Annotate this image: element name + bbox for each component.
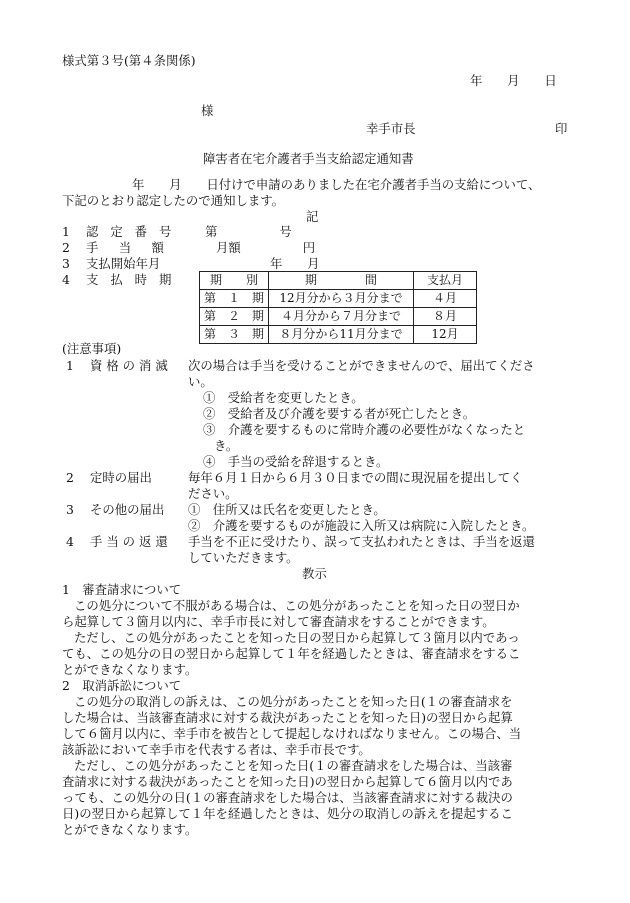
note-text: ① 住所又は氏名を変更したとき。 — [188, 502, 386, 517]
note-label-periodic-report: 定時の届出 — [90, 470, 152, 485]
paragraph-line: この処分の取消しの訴えは、この処分があったことを知った日(１の審査請求を — [74, 694, 513, 709]
ki-marker: 記 — [306, 209, 319, 224]
paragraph-line: この処分について不服がある場合は、この処分があったことを知った日の翌日か — [74, 598, 520, 613]
intro-line-2: 下記のとおり認定したので通知します。 — [62, 193, 285, 208]
note-text: 次の場合は手当を受けることができませんので、届出てくださ — [188, 358, 535, 373]
paragraph-line: っても、この処分の日(１の審査請求をした場合は、当該審査請求に対する裁決の — [62, 790, 513, 805]
addressee-suffix: 様 — [201, 103, 214, 118]
table-row — [200, 326, 477, 344]
section-heading-review-request: 1 審査請求について — [62, 582, 182, 597]
cell-range: ４月分から７月分まで — [269, 308, 414, 326]
item-value-start-month: 年 月 — [270, 256, 320, 271]
cell-range: 12月分から３月分まで — [269, 290, 414, 308]
paragraph-line: 査請求に対する裁決があったことを知った日)の翌日から起算して６箇月以内であ — [62, 774, 513, 789]
payment-schedule-table — [199, 271, 477, 344]
note-subitem: ④ 手当の受給を辞退するとき。 — [203, 454, 389, 469]
item-value-allowance: 月額 円 — [216, 240, 316, 255]
paragraph-line: とができなくなります。 — [62, 822, 198, 837]
note-label-refund: 手 当 の 返 還 — [90, 534, 168, 549]
cell-period: 第 ３ 期 — [200, 326, 269, 344]
cell-period: 第 ２ 期 — [200, 308, 269, 326]
paragraph-line: ても、この処分の日の翌日から起算して１年を経過したときは、審査請求をするこ — [62, 646, 521, 661]
note-number: 4 — [66, 534, 74, 549]
note-label-other-report: その他の届出 — [90, 502, 165, 517]
note-text: 毎年６月１日から６月３０日までの間に現況届を提出してく — [188, 470, 523, 485]
paragraph-line: とができなくなります。 — [62, 662, 198, 677]
cell-period: 第 １ 期 — [200, 290, 269, 308]
item-number: 1 — [62, 224, 70, 239]
note-subitem: ② 受給者及び介護を要する者が死亡したとき。 — [203, 406, 476, 421]
note-text: していただきます。 — [188, 550, 299, 565]
issuer-name: 幸手市長 — [366, 121, 416, 136]
seal-mark: 印 — [555, 121, 568, 136]
item-number: 2 — [62, 240, 70, 255]
item-number: 3 — [62, 256, 70, 271]
paragraph-line: して６箇月以内に、幸手市を被告として提起しなければなりません。この場合、当 — [62, 726, 522, 741]
column-header-pay-month: 支払月 — [414, 272, 477, 290]
item-label-start-month: 支払開始年月 — [86, 256, 161, 271]
item-label-certification-no: 認 定 番 号 — [86, 224, 176, 239]
item-label-payment-schedule: 支 払 時 期 — [86, 272, 176, 287]
paragraph-line: ただし、この処分があったことを知った日(１の審査請求をした場合は、当該審 — [74, 758, 513, 773]
note-text: い。 — [188, 374, 213, 389]
note-text: ② 介護を要するものが施設に入所又は病院に入院したとき。 — [188, 518, 535, 533]
cell-pay-month: ４月 — [414, 290, 477, 308]
note-subitem: ① 受給者を変更したとき。 — [203, 390, 364, 405]
note-subitem-cont: き。 — [214, 438, 239, 453]
note-text: ださい。 — [188, 486, 238, 501]
document-title: 障害者在宅介護者手当支給認定通知書 — [203, 151, 414, 166]
note-label-loss-of-eligibility: 資 格 の 消 滅 — [90, 358, 168, 373]
date-line: 年 月 日 — [470, 73, 557, 88]
item-number: 4 — [62, 272, 70, 287]
notes-heading: (注意事項) — [62, 341, 122, 356]
column-header-range: 期 間 — [269, 272, 414, 290]
paragraph-line: した場合は、当該審査請求に対する裁決があったことを知った日)の翌日から起算 — [62, 710, 513, 725]
paragraph-line: 日)の翌日から起算して１年を経過したときは、処分の取消しの訴えを提起するこ — [62, 806, 513, 821]
cell-pay-month: ８月 — [414, 308, 477, 326]
note-subitem: ③ 介護を要するものに常時介護の必要性がなくなったと — [203, 422, 526, 437]
table-row — [200, 308, 477, 326]
paragraph-line: ただし、この処分があったことを知った日の翌日から起算して３箇月以内であっ — [74, 630, 520, 645]
note-text: 手当を不正に受けたり、誤って支払われたときは、手当を返還 — [188, 534, 535, 549]
note-number: 1 — [66, 358, 74, 373]
form-number: 様式第３号(第４条関係) — [62, 53, 196, 68]
note-number: 2 — [66, 470, 74, 485]
item-value-certification-no: 第 号 — [205, 224, 292, 239]
section-heading-revocation-suit: 2 取消訴訟について — [62, 678, 182, 693]
table-header-row — [200, 272, 477, 290]
paragraph-line: 該訴訟において幸手市を代表する者は、幸手市長です。 — [62, 742, 371, 757]
cell-pay-month: 12月 — [414, 326, 477, 344]
intro-line-1: 年 月 日付けで申請のありました在宅介護者手当の支給について、 — [132, 177, 541, 192]
table-row — [200, 290, 477, 308]
note-number: 3 — [66, 502, 74, 517]
column-header-period: 期 別 — [200, 272, 269, 290]
cell-range: ８月分から11月分まで — [269, 326, 414, 344]
paragraph-line: ら起算して３箇月以内に、幸手市長に対して審査請求をすることができます。 — [62, 614, 495, 629]
instruction-heading: 教示 — [302, 566, 327, 581]
item-label-allowance: 手 当 額 — [86, 240, 168, 255]
